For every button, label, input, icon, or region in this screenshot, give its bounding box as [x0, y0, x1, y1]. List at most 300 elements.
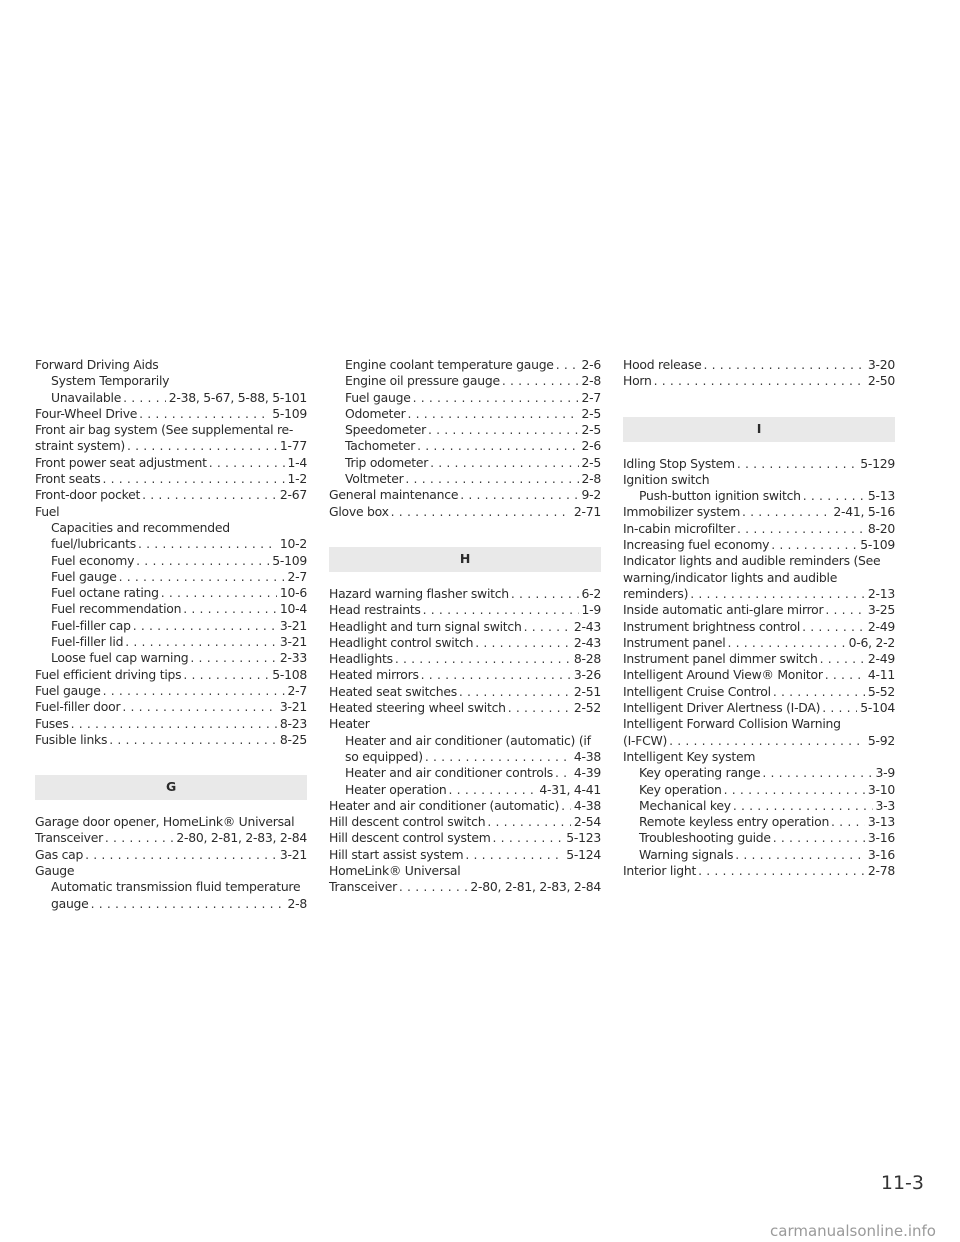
dot-leader	[391, 504, 571, 520]
index-row	[623, 602, 895, 618]
index-subentry	[35, 390, 307, 406]
index-row	[35, 716, 307, 732]
index-row	[345, 422, 601, 438]
index-entry	[329, 879, 601, 895]
index-entry	[329, 830, 601, 846]
dot-leader	[465, 847, 563, 863]
dot-leader	[822, 700, 857, 716]
dot-leader	[728, 635, 846, 651]
entry-label: Instrument panel dimmer switch	[623, 651, 818, 667]
dot-leader	[91, 896, 285, 912]
entry-label: Idling Stop System	[623, 455, 735, 471]
page-reference: 1-77	[279, 438, 307, 454]
index-row	[623, 700, 895, 716]
dot-leader	[555, 765, 571, 781]
index-entry	[329, 667, 601, 683]
entry-label: Fuel economy	[51, 552, 135, 568]
page-reference: 3-20	[867, 357, 895, 372]
entry-label: Hill descent control switch	[329, 814, 486, 830]
index-row	[623, 504, 895, 520]
index-entry: Heater	[329, 716, 370, 732]
entry-label: Warning signals	[639, 846, 734, 862]
entry-label: Headlight and turn signal switch	[329, 618, 522, 634]
index-subentry	[329, 422, 601, 438]
index-subentry	[329, 749, 601, 765]
entry-label: Key operation	[639, 781, 722, 797]
index-column-3	[623, 357, 895, 879]
index-row	[329, 830, 601, 846]
dot-leader	[413, 390, 579, 406]
entry-label: Fuel-filler lid	[51, 634, 124, 650]
index-entry	[329, 684, 601, 700]
dot-leader	[524, 619, 571, 635]
dot-leader	[105, 830, 173, 846]
index-row	[623, 635, 895, 651]
index-row	[329, 586, 601, 602]
page-reference: 5-109	[272, 552, 307, 568]
page-reference: 3-25	[867, 602, 895, 618]
index-entry	[623, 357, 895, 373]
entry-label: Glove box	[329, 503, 389, 519]
index-row	[329, 667, 601, 683]
entry-label: Front power seat adjustment	[35, 454, 207, 470]
index-row	[639, 782, 895, 798]
index-entry	[329, 487, 601, 503]
index-row	[623, 667, 895, 683]
page-reference: 2-80, 2-81, 2-83, 2-84	[176, 830, 307, 846]
entry-label: Four-Wheel Drive	[35, 405, 138, 421]
index-row	[623, 651, 895, 667]
entry-label: Instrument panel	[623, 634, 726, 650]
index-row	[639, 847, 895, 863]
page-reference: 1-4	[287, 454, 307, 470]
entry-label: Intelligent Driver Alertness (I-DA)	[623, 700, 821, 716]
dot-leader	[85, 847, 277, 863]
index-entry	[329, 847, 601, 863]
dot-leader	[669, 733, 865, 749]
index-entry: Fuel	[35, 503, 60, 519]
entry-label: Headlights	[329, 651, 393, 667]
entry-label: Voltmeter	[345, 471, 404, 487]
index-row	[329, 504, 601, 520]
dot-leader	[773, 830, 865, 846]
index-subentry: Capacities and recommended	[51, 519, 230, 535]
index-subentry	[329, 357, 601, 373]
index-subentry	[623, 814, 895, 830]
index-subentry	[623, 765, 895, 781]
page-reference: 2-52	[573, 700, 601, 716]
index-row	[623, 684, 895, 700]
index-row	[51, 634, 307, 650]
index-row	[51, 390, 307, 406]
index-entry	[623, 504, 895, 520]
page-reference: 5-109	[860, 537, 895, 553]
index-entry: Front air bag system (See supplemental re-	[35, 422, 294, 438]
index-entry	[35, 830, 307, 846]
page-reference: 3-21	[279, 617, 307, 633]
watermark: carmanualsonline.info	[770, 1222, 936, 1240]
page-reference: 2-6	[581, 357, 601, 372]
dot-leader	[803, 488, 865, 504]
entry-label: Key operating range	[639, 765, 761, 781]
dot-leader	[103, 683, 285, 699]
index-row	[345, 765, 601, 781]
index-row	[35, 487, 307, 503]
index-row	[345, 438, 601, 454]
entry-label: Fuel efficient driving tips	[35, 666, 182, 682]
index-entry	[623, 602, 895, 618]
index-subentry	[623, 798, 895, 814]
dot-leader	[71, 716, 277, 732]
index-entry: Forward Driving Aids	[35, 357, 159, 372]
index-column-2	[329, 357, 601, 896]
index-row	[623, 586, 895, 602]
entry-label: Front seats	[35, 471, 101, 487]
dot-leader	[733, 798, 873, 814]
dot-leader	[742, 504, 830, 520]
index-subentry: Automatic transmission fluid temperature	[51, 879, 301, 895]
entry-label: straint system)	[35, 438, 125, 454]
page-reference: 5-123	[566, 830, 601, 846]
dot-leader	[138, 536, 277, 552]
page-reference: 2-33	[279, 650, 307, 666]
index-entry	[623, 667, 895, 683]
index-entry	[35, 471, 307, 487]
index-entry	[623, 373, 895, 389]
page-reference: 3-3	[875, 797, 895, 813]
dot-leader	[133, 618, 277, 634]
section-header: G	[35, 775, 307, 800]
page-reference: 2-67	[279, 487, 307, 503]
page-reference: 3-9	[875, 765, 895, 781]
index-row	[345, 782, 601, 798]
index-row	[345, 406, 601, 422]
page-reference: 5-104	[860, 700, 895, 716]
index-row	[51, 553, 307, 569]
page-reference: 2-50	[867, 373, 895, 389]
page-reference: 2-49	[867, 651, 895, 667]
entry-label: Fuel gauge	[345, 389, 411, 405]
page-reference: 0-6, 2-2	[848, 634, 895, 650]
index-row	[51, 569, 307, 585]
index-subentry	[329, 390, 601, 406]
entry-label: Horn	[623, 373, 652, 389]
page-reference: 3-10	[867, 781, 895, 797]
index-subentry	[329, 782, 601, 798]
index-entry: Intelligent Forward Collision Warning	[623, 716, 841, 732]
index-row	[639, 814, 895, 830]
page-reference: 10-4	[279, 601, 307, 617]
entry-label: Inside automatic anti-glare mirror	[623, 602, 824, 618]
dot-leader	[127, 438, 277, 454]
index-row	[639, 798, 895, 814]
page-reference: 5-108	[272, 666, 307, 682]
dot-leader	[762, 765, 872, 781]
entry-label: Speedometer	[345, 422, 426, 438]
dot-leader	[698, 863, 865, 879]
index-entry: HomeLink® Universal	[329, 863, 461, 879]
index-row	[639, 488, 895, 504]
dot-leader	[190, 650, 276, 666]
dot-leader	[487, 814, 571, 830]
index-subentry	[329, 406, 601, 422]
dot-leader	[703, 357, 864, 373]
dot-leader	[209, 455, 285, 471]
page-reference: 2-8	[581, 471, 601, 487]
page-reference: 4-39	[573, 765, 601, 781]
dot-leader	[428, 422, 579, 438]
dot-leader	[511, 586, 579, 602]
entry-label: Loose fuel cap warning	[51, 650, 189, 666]
entry-label: gauge	[51, 895, 89, 911]
index-row	[345, 749, 601, 765]
index-row	[623, 619, 895, 635]
page-reference: 4-31, 4-41	[539, 781, 601, 797]
entry-label: fuel/lubricants	[51, 536, 136, 552]
index-row	[623, 537, 895, 553]
page-reference: 5-129	[860, 455, 895, 471]
page-reference: 2-5	[581, 405, 601, 421]
index-row	[329, 798, 601, 814]
dot-leader	[421, 667, 571, 683]
index-row	[329, 619, 601, 635]
page-reference: 2-7	[581, 389, 601, 405]
entry-label: Immobilizer system	[623, 504, 741, 520]
page-reference: 5-52	[867, 683, 895, 699]
page-reference: 2-49	[867, 618, 895, 634]
index-entry	[329, 651, 601, 667]
entry-label: Push-button ignition switch	[639, 488, 801, 504]
index-subentry	[35, 601, 307, 617]
entry-label: Interior light	[623, 863, 697, 879]
entry-label: Fuel gauge	[35, 682, 101, 698]
index-subentry	[35, 896, 307, 912]
entry-label: Engine coolant temperature gauge	[345, 357, 554, 372]
index-entry	[623, 521, 895, 537]
dot-leader	[125, 634, 277, 650]
entry-label: Transceiver	[329, 879, 397, 895]
entry-label: Front-door pocket	[35, 487, 141, 503]
index-subentry	[623, 847, 895, 863]
dot-leader	[449, 782, 537, 798]
index-row	[623, 733, 895, 749]
index-subentry	[329, 765, 601, 781]
index-row	[51, 536, 307, 552]
entry-label: Fuel octane rating	[51, 585, 159, 601]
index-entry	[329, 798, 601, 814]
dot-leader	[771, 537, 857, 553]
entry-label: Odometer	[345, 405, 406, 421]
page-reference: 2-8	[287, 895, 307, 911]
page-reference: 2-38, 5-67, 5-88, 5-101	[168, 389, 307, 405]
dot-leader	[423, 602, 579, 618]
index-entry: Garage door opener, HomeLink® Universal	[35, 814, 295, 830]
page-reference: 2-6	[581, 438, 601, 454]
entry-label: reminders)	[623, 585, 689, 601]
section-header: H	[329, 547, 601, 572]
page-reference: 8-20	[867, 520, 895, 536]
index-entry	[623, 537, 895, 553]
page-reference: 4-11	[867, 667, 895, 683]
page-reference: 4-38	[573, 748, 601, 764]
entry-label: Unavailable	[51, 389, 122, 405]
index-subentry	[35, 634, 307, 650]
index-entry: Gauge	[35, 863, 75, 879]
index-row	[51, 618, 307, 634]
index-row	[623, 521, 895, 537]
entry-label: Hill descent control system	[329, 830, 491, 846]
dot-leader	[737, 456, 857, 472]
index-row	[35, 830, 307, 846]
index-subentry	[35, 585, 307, 601]
dot-leader	[735, 847, 865, 863]
entry-label: Gas cap	[35, 846, 84, 862]
index-column-1	[35, 357, 307, 912]
index-entry	[329, 619, 601, 635]
section-gap	[329, 520, 601, 547]
page-reference: 2-78	[867, 863, 895, 879]
index-entry: Indicator lights and audible reminders (See	[623, 553, 881, 569]
dot-leader	[139, 406, 269, 422]
index-entry	[35, 716, 307, 732]
entry-label: Heater and air conditioner controls	[345, 765, 553, 781]
entry-label: Fuel-filler door	[35, 699, 121, 715]
page-reference: 2-71	[573, 503, 601, 519]
entry-label: Hood release	[623, 357, 702, 372]
entry-label: Hazard warning flasher switch	[329, 585, 509, 601]
entry-label: In-cabin microfilter	[623, 520, 736, 536]
dot-leader	[561, 798, 571, 814]
index-entry	[623, 456, 895, 472]
dot-leader	[161, 585, 277, 601]
page-reference: 3-21	[279, 699, 307, 715]
page-reference: 8-25	[279, 731, 307, 747]
dot-leader	[417, 438, 578, 454]
index-row	[35, 847, 307, 863]
entry-label: (I-FCW)	[623, 732, 668, 748]
page-reference: 1-9	[581, 602, 601, 618]
index-row	[623, 863, 895, 879]
dot-leader	[103, 471, 285, 487]
index-row	[329, 684, 601, 700]
entry-label: Fuel gauge	[51, 568, 117, 584]
index-entry	[35, 406, 307, 422]
page-reference: 2-7	[287, 682, 307, 698]
page-reference: 2-8	[581, 373, 601, 389]
page-reference: 5-92	[867, 732, 895, 748]
index-row	[623, 373, 895, 389]
index-subentry	[35, 618, 307, 634]
index-row	[35, 699, 307, 715]
page-reference: 3-21	[279, 846, 307, 862]
index-row	[345, 455, 601, 471]
entry-label: Heater operation	[345, 781, 447, 797]
entry-label: Fuel recommendation	[51, 601, 182, 617]
dot-leader	[459, 684, 571, 700]
dot-leader	[475, 635, 571, 651]
index-entry	[623, 635, 895, 651]
dot-leader	[430, 455, 578, 471]
page-reference: 8-23	[279, 715, 307, 731]
entry-label: so equipped)	[345, 748, 423, 764]
entry-label: Engine oil pressure gauge	[345, 373, 500, 389]
index-row	[329, 700, 601, 716]
index-entry	[329, 586, 601, 602]
entry-label: Fuses	[35, 715, 69, 731]
page-reference: 9-2	[581, 487, 601, 503]
index-row	[623, 456, 895, 472]
entry-label: Headlight control switch	[329, 634, 474, 650]
page-reference: 3-21	[279, 634, 307, 650]
page-number: 11-3	[880, 1172, 924, 1194]
index-row	[329, 651, 601, 667]
index-entry	[623, 684, 895, 700]
entry-label: Heated steering wheel switch	[329, 700, 506, 716]
dot-leader	[773, 684, 865, 700]
page-reference: 8-28	[573, 651, 601, 667]
entry-label: Fuel-filler cap	[51, 617, 131, 633]
entry-label: Hill start assist system	[329, 846, 464, 862]
index-entry	[35, 667, 307, 683]
index-row	[329, 847, 601, 863]
index-entry: warning/indicator lights and audible	[623, 569, 838, 585]
index-row	[345, 390, 601, 406]
index-entry	[35, 847, 307, 863]
index-entry: Intelligent Key system	[623, 748, 756, 764]
page-reference: 3-16	[867, 846, 895, 862]
page-reference: 4-38	[573, 797, 601, 813]
entry-label: Intelligent Around View® Monitor	[623, 667, 823, 683]
dot-leader	[724, 782, 865, 798]
index-row	[345, 471, 601, 487]
entry-label: Mechanical key	[639, 797, 731, 813]
dot-leader	[122, 699, 277, 715]
entry-label: Heater and air conditioner (automatic)	[329, 797, 560, 813]
index-entry	[35, 455, 307, 471]
index-row	[51, 585, 307, 601]
entry-label: Troubleshooting guide	[639, 830, 771, 846]
dot-leader	[737, 521, 865, 537]
dot-leader	[395, 651, 571, 667]
entry-label: Increasing fuel economy	[623, 537, 770, 553]
dot-leader	[820, 651, 865, 667]
entry-label: Remote keyless entry operation	[639, 814, 830, 830]
dot-leader	[654, 373, 865, 389]
index-row	[35, 455, 307, 471]
section-header: I	[623, 417, 895, 442]
index-subentry	[623, 488, 895, 504]
page-reference: 10-2	[279, 536, 307, 552]
page-reference: 2-13	[867, 585, 895, 601]
index-entry	[329, 504, 601, 520]
entry-label: Head restraints	[329, 602, 421, 618]
section-gap	[623, 390, 895, 417]
index-row	[345, 373, 601, 389]
index-subentry	[35, 553, 307, 569]
index-subentry	[623, 830, 895, 846]
index-row	[639, 830, 895, 846]
index-subentry	[35, 536, 307, 552]
index-row	[35, 471, 307, 487]
dot-leader	[142, 487, 277, 503]
index-entry	[35, 487, 307, 503]
page-reference: 2-5	[581, 422, 601, 438]
page-reference: 3-26	[573, 667, 601, 683]
index-entry	[623, 586, 895, 602]
index-row	[329, 814, 601, 830]
index-entry	[623, 863, 895, 879]
index-subentry	[35, 569, 307, 585]
